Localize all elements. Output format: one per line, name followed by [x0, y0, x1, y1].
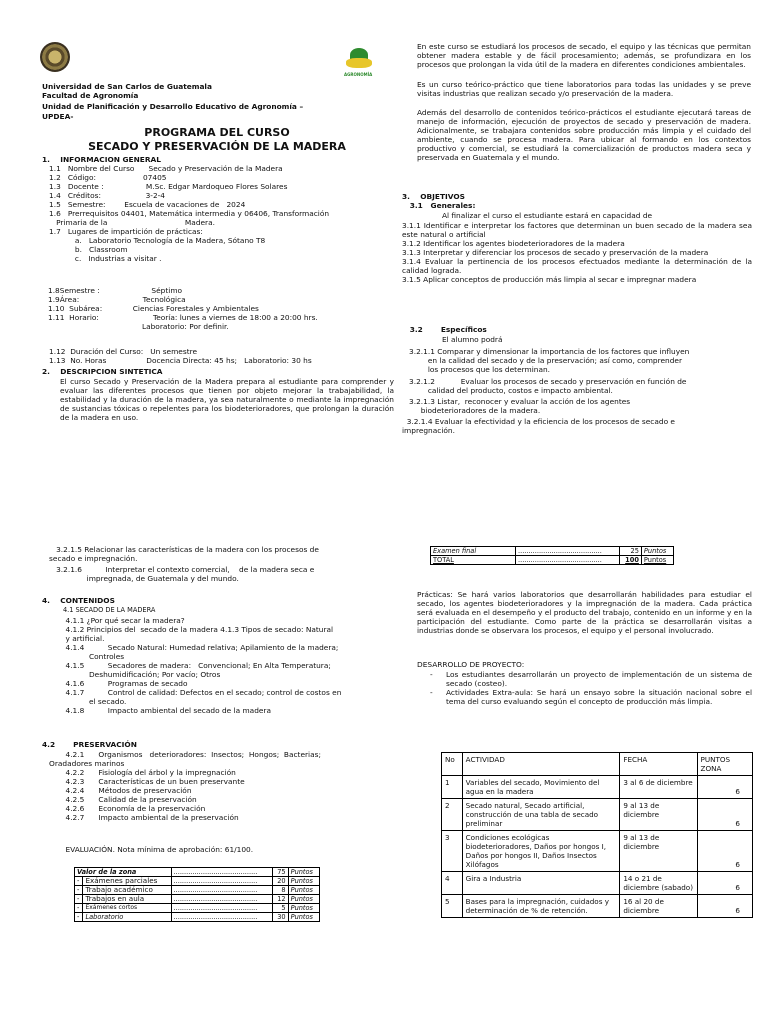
intro-paragraph-3: Además del desarrollo de contenidos teórico-prácticos el estudiante ejecutará tareas de manejo de información, ejecución de proyectos de secado y preservación de madera. Adicionalmente, se trabajara contenidos sobre producción más limpia y el cuidado del ambiente, cuando se procesa madera. Para ubicar al formando en los contextos productivo y comercial, se estudiará la comercialización de productos madera seca y preservada en Guatemala y el mundo. — [417, 108, 751, 162]
table-cell: - — [75, 886, 83, 895]
subsection-4-1-heading: 4.1 SECADO DE LA MADERA — [42, 606, 156, 614]
specific-objectives-heading: 3.2 Específicos — [402, 325, 487, 334]
info-line: 1.7 Lugares de impartición de prácticas: — [42, 227, 203, 236]
table-cell: Secado natural, Secado artificial, construcción de una tabla de secado preliminar — [462, 799, 620, 831]
info-line: 1.6 Prerrequisitos 04401, Matemática intermedia y 06406, Transformación — [42, 209, 330, 218]
table-cell: 30 — [273, 913, 288, 922]
table-row — [442, 831, 753, 872]
table-cell: Puntos — [288, 904, 319, 913]
info-line: 1.3 Docente : M.Sc. Edgar Mardoqueo Flores Solares — [42, 182, 288, 191]
description-text: El curso Secado y Preservación de la Madera prepara al estudiante para comprender y evaluar las diferentes procesos que tienen por objeto mejorar la trabajabilidad, la estabilidad y la duración de la madera, ya sea naturalmente o mediante la impregnación de sustancias tóxicas o repelentes para los biodeterioradores, que prolongan la duración de la madera en uso. — [60, 377, 394, 422]
table-cell: Puntos — [288, 895, 319, 904]
table-cell: 3 — [442, 831, 463, 872]
table-row — [75, 904, 320, 913]
content-line: 4.1.6 Programas de secado — [42, 679, 188, 688]
table-cell: 6 — [697, 776, 752, 799]
content-line: 4.2.6 Economía de la preservación — [42, 804, 206, 813]
contents-list — [42, 616, 341, 715]
table-cell: 100 — [619, 556, 641, 565]
info-line: 1.4 Créditos: 3-2-4 — [42, 191, 166, 200]
info-line: 1.13 No. Horas Docencia Directa: 45 hs; Laboratorio: 30 hs — [42, 356, 312, 365]
content-line: Controles — [42, 652, 125, 661]
column-header: FECHA — [620, 753, 697, 776]
dash-bullet-icon: - — [430, 688, 433, 697]
content-line: 4.1.2 Principios del secado de la madera 4.1.3 Tipos de secado: Natural — [42, 625, 334, 634]
content-line: Deshumidificación; Por vacío; Otros — [42, 670, 221, 679]
table-cell: ........................................ — [171, 913, 273, 922]
section-2-heading: 2. DESCRIPCION SINTETICA — [42, 367, 163, 376]
table-cell: 20 — [273, 877, 288, 886]
university-name: Universidad de San Carlos de Guatemala — [42, 82, 212, 91]
table-cell: 75 — [273, 868, 288, 877]
unit-name-2: UPDEA- — [42, 112, 74, 121]
table-cell: 6 — [697, 872, 752, 895]
table-cell: Variables del secado, Movimiento del agua en la madera — [462, 776, 620, 799]
content-line: 4.2.1 Organismos deterioradores: Insectos; Hongos; Bacterias; — [42, 750, 321, 759]
info-block-3 — [42, 347, 312, 365]
info-line: 1.12 Duración del Curso: Un semestre — [42, 347, 198, 356]
table-cell: 9 al 13 de diciembre — [620, 831, 697, 872]
info-block-2 — [48, 286, 318, 331]
table-cell: Puntos — [288, 913, 319, 922]
table-row — [75, 913, 320, 922]
content-line: 4.2.3 Características de un buen preservante — [42, 777, 245, 786]
table-header-row — [442, 753, 753, 776]
column-header: No — [442, 753, 463, 776]
table-cell: 25 — [619, 547, 641, 556]
info-line: 1.2 Código: 07405 — [42, 173, 167, 182]
table-cell: 3 al 6 de diciembre — [620, 776, 697, 799]
content-line: 4.2.7 Impacto ambiental de la preservación — [42, 813, 239, 822]
table-cell: Exámenes parciales — [83, 877, 171, 886]
table-cell: Bases para la impregnación, cuidados y determinación de % de retención. — [462, 895, 620, 918]
table-cell: 14 o 21 de diciembre (sabado) — [620, 872, 697, 895]
section-4-heading: 4. CONTENIDOS — [42, 596, 115, 605]
table-row — [442, 895, 753, 918]
table-cell: - — [75, 913, 83, 922]
table-cell: Condiciones ecológicas biodeterioradores, Daños por hongos I, Daños por hongos II, Daños Insectos Xilófagos — [462, 831, 620, 872]
unit-name: Unidad de Planificación y Desarrollo Educativo de Agronomía – — [42, 102, 304, 111]
table-cell: Puntos — [288, 868, 319, 877]
info-line: 1.9Área: Tecnológica — [48, 295, 186, 304]
project-list — [430, 670, 752, 706]
info-line: b. Classroom — [42, 245, 128, 254]
content-line: 4.1.8 Impacto ambiental del secado de la madera — [42, 706, 272, 715]
table-cell: 9 al 13 de diciembre — [620, 799, 697, 831]
table-cell: TOTAL — [431, 556, 516, 565]
content-line: el secado. — [42, 697, 127, 706]
table-cell: Trabajo académico — [83, 886, 171, 895]
table-cell: ........................................ — [516, 556, 620, 565]
column-header: ACTIVIDAD — [462, 753, 620, 776]
table-cell: 5 — [273, 904, 288, 913]
table-cell: ........................................ — [171, 904, 273, 913]
objective-item: 3.1.2 Identificar los agentes biodeterioradores de la madera — [402, 239, 625, 248]
column-header: PUNTOS ZONA — [697, 753, 752, 776]
content-line: 4.1.4 Secado Natural: Humedad relativa; Apilamiento de la madera; — [42, 643, 339, 652]
content-line: 4.2.2 Fisiología del árbol y la impregnación — [42, 768, 236, 777]
faculty-name: Facultad de Agronomía — [42, 91, 139, 100]
table-cell: 1 — [442, 776, 463, 799]
table-row — [75, 895, 320, 904]
objective-item: 3.1.5 Aplicar conceptos de producción más limpia al secar e impregnar madera — [402, 275, 697, 284]
table-cell: 12 — [273, 895, 288, 904]
practicas-text: Prácticas: Se hará varios laboratorios que desarrollarán habilidades para estudiar el secado, los agentes biodeterioradores y la impregnación de la madera. Cada práctica será evaluada en el desempeño y el producto del trabajo, contenido en un informe y en la participación del estudiante. Como parte de la práctica se desarrollarán visitas a industrias donde se observara los procesos, el equipo y el personal involucrado. — [417, 590, 752, 635]
table-cell: ........................................ — [516, 547, 620, 556]
specific-objective-item: 3.2.1.2 Evaluar los procesos de secado y preservación en función de calidad del producto, costos e impacto ambiental. — [409, 377, 687, 395]
specific-objectives-intro: El alumno podrá — [402, 335, 503, 344]
table-row — [431, 547, 674, 556]
specific-objective-item: 3.2.1.4 Evaluar la efectividad y la eficiencia de los procesos de secado e impregnación. — [402, 417, 675, 435]
info-line: 1.11 Horario: Teoría: lunes a viernes de 18:00 a 20:00 hrs. — [48, 313, 318, 322]
info-line: Laboratorio: Por definir. — [48, 322, 229, 331]
section-3-heading: 3. OBJETIVOS — [402, 192, 465, 201]
table-cell: Puntos — [288, 886, 319, 895]
table-cell: - — [75, 895, 83, 904]
list-item-text: Los estudiantes desarrollarán un proyecto de implementación de un sistema de secado (costeo). — [446, 670, 752, 688]
table-cell: - — [75, 877, 83, 886]
specific-objective-item: 3.2.1.1 Comparar y dimensionar la importancia de los factores que influyen en la calidad del secado y de la preservación; así como, comprender los procesos que los determinan. — [409, 347, 690, 374]
list-item — [430, 688, 752, 706]
general-objectives-list — [402, 221, 752, 284]
objective-item: 3.1.1 Identificar e interpretar los factores que determinan un buen secado de la madera sea este natural o artificial — [402, 221, 752, 239]
info-line: 1.1 Nombre del Curso Secado y Preservación de la Madera — [42, 164, 283, 173]
content-line: 4.2.4 Métodos de preservación — [42, 786, 192, 795]
table-cell: 8 — [273, 886, 288, 895]
activities-table — [441, 752, 753, 918]
section-1-heading: 1. INFORMACION GENERAL — [42, 155, 161, 164]
zone-value-table — [74, 867, 320, 922]
table-cell: ........................................ — [171, 877, 273, 886]
content-line: 4.1.1 ¿Por qué secar la madera? — [42, 616, 185, 625]
table-cell: 6 — [697, 799, 752, 831]
table-cell: 6 — [697, 831, 752, 872]
table-cell: Puntos — [641, 556, 673, 565]
info-line: 1.8Semestre : Séptimo — [48, 286, 183, 295]
list-item-text: Actividades Extra-aula: Se hará un ensayo sobre la situación nacional sobre el tema del curso evaluando según el concepto de producción más limpia. — [446, 688, 752, 706]
table-cell: ........................................ — [171, 895, 273, 904]
info-line: 1.10 Subárea: Ciencias Forestales y Ambientales — [48, 304, 259, 313]
university-seal-icon — [40, 42, 70, 72]
dash-bullet-icon: - — [430, 670, 433, 679]
intro-paragraph-2: Es un curso teórico-práctico que tiene laboratorios para todas las unidades y se preve visitas industrias que realizan secado y/o preservación de la madera. — [417, 80, 751, 98]
table-cell: Examen final — [431, 547, 516, 556]
table-cell: 2 — [442, 799, 463, 831]
table-cell: ........................................ — [171, 868, 273, 877]
table-cell: Trabajos en aula — [83, 895, 171, 904]
info-block — [42, 164, 329, 263]
content-line: y artificial. — [42, 634, 105, 643]
content-line: 4.1.7 Control de calidad: Defectos en el secado; control de costos en — [42, 688, 342, 697]
specific-objective-item: 3.2.1.5 Relacionar las características de la madera con los procesos de secado e impregnación. — [49, 545, 319, 563]
doc-title-2: SECADO Y PRESERVACIÓN DE LA MADERA — [88, 140, 346, 153]
intro-paragraph-1: En este curso se estudiará los procesos de secado, el equipo y las técnicas que permitan obtener madera estable y de fácil procesamiento; además, se profundizara en los procesos que prolongan la vida útil de la madera en diferentes condiciones ambientales. — [417, 42, 751, 69]
general-objectives-intro: Al finalizar el curso el estudiante estará en capacidad de — [402, 211, 653, 220]
table-row — [442, 872, 753, 895]
objective-item: 3.1.4 Evaluar la pertinencia de los procesos efectuados mediante la determinación de la calidad lograda. — [402, 257, 752, 275]
table-row — [442, 776, 753, 799]
table-cell: Puntos — [288, 877, 319, 886]
table-cell: 5 — [442, 895, 463, 918]
doc-title-1: PROGRAMA DEL CURSO — [144, 126, 290, 139]
table-cell: Exámenes cortos — [83, 904, 171, 913]
info-line: Primaria de la Madera. — [42, 218, 215, 227]
agronomia-logo-icon: AGRONOMÍA — [344, 48, 374, 80]
preservation-list — [42, 750, 321, 822]
list-item — [430, 670, 752, 688]
info-line: 1.5 Semestre: Escuela de vacaciones de 2024 — [42, 200, 246, 209]
table-cell: 6 — [697, 895, 752, 918]
content-line: Oradadores marinos — [42, 759, 125, 768]
table-cell: 4 — [442, 872, 463, 895]
specific-objective-item: 3.2.1.6 Interpretar el contexto comercial, de la madera seca e impregnada, de Guatemala y del mundo. — [56, 565, 315, 583]
table-cell: 16 al 20 de diciembre — [620, 895, 697, 918]
zone-header-label: Valor de la zona — [75, 868, 172, 877]
table-row — [431, 556, 674, 565]
content-line: 4.1.5 Secadores de madera: Convencional; En Alta Temperatura; — [42, 661, 331, 670]
content-line: 4.2.5 Calidad de la preservación — [42, 795, 197, 804]
table-cell: - — [75, 904, 83, 913]
subsection-4-2-heading: 4.2 PRESERVACIÓN — [42, 740, 137, 749]
table-row — [442, 799, 753, 831]
specific-objective-item: 3.2.1.3 Listar, reconocer y evaluar la acción de los agentes biodeterioradores de la madera. — [409, 397, 631, 415]
table-cell: Gira a Industria — [462, 872, 620, 895]
info-line: c. Industrias a visitar . — [42, 254, 162, 263]
table-cell: Puntos — [641, 547, 673, 556]
objective-item: 3.1.3 Interpretar y diferenciar los procesos de secado y preservación de la madera — [402, 248, 709, 257]
project-heading: DESARROLLO DE PROYECTO: — [417, 660, 525, 669]
table-cell: ........................................ — [171, 886, 273, 895]
evaluation-note: EVALUACIÓN. Nota mínima de aprobación: 61/100. — [42, 845, 254, 854]
general-objectives-heading: 3.1 Generales: — [402, 201, 476, 210]
table-cell: Laboratorio — [83, 913, 171, 922]
final-exam-table — [430, 546, 674, 565]
info-line: a. Laboratorio Tecnología de la Madera, Sótano T8 — [42, 236, 266, 245]
